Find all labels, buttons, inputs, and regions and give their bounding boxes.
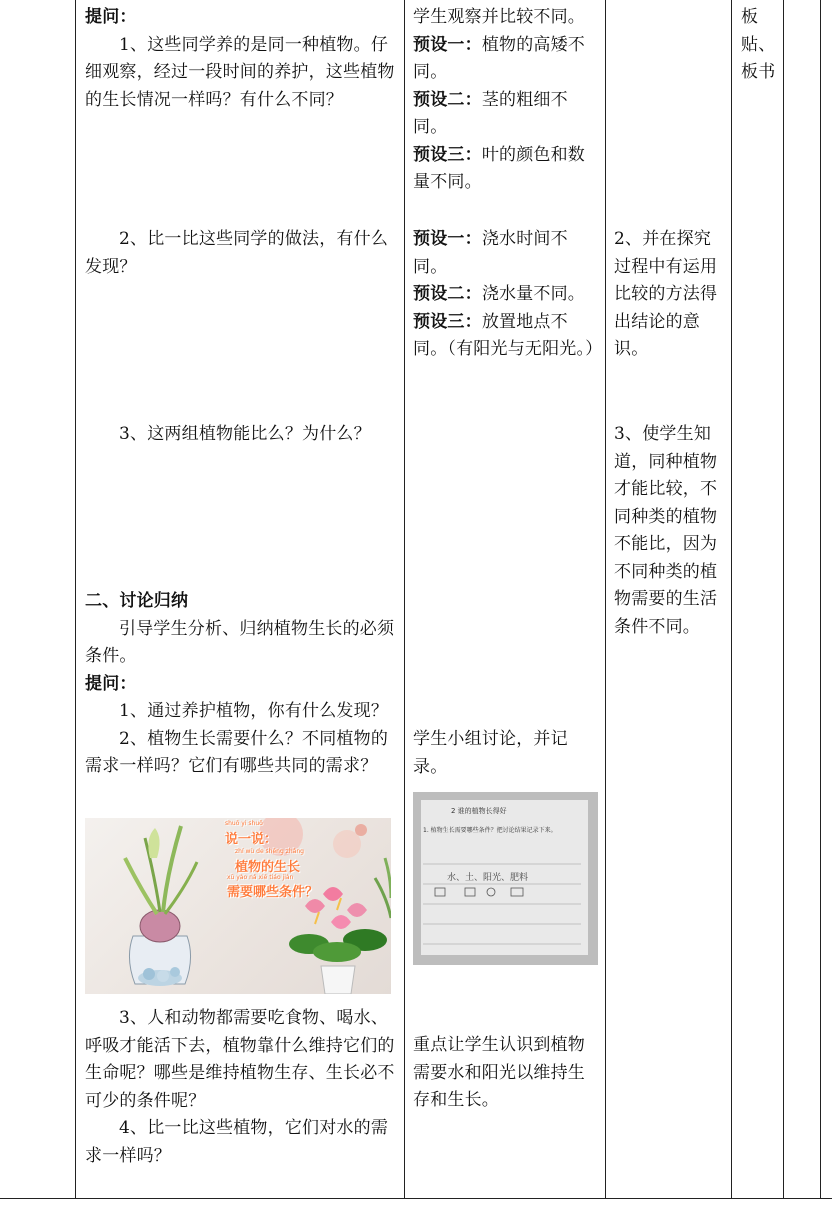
discussion-section	[85, 588, 397, 781]
table-border-right	[820, 0, 821, 1199]
plant-slide-image	[85, 818, 391, 994]
anthurium-pot-drawing	[289, 858, 391, 994]
col-teacher-process	[85, 4, 397, 114]
discussion-q1: 1、通过养护植物，你有什么发现？	[119, 701, 389, 721]
worksheet-lines	[421, 800, 588, 955]
student-presets-2	[413, 226, 603, 364]
slide-line-1: 说一说：	[225, 832, 278, 847]
table-divider-3	[731, 0, 732, 1199]
worksheet-photo	[413, 792, 598, 965]
preset-2-text: 茎的粗细不同。	[413, 89, 568, 137]
preset-b1-label: 预设一：	[413, 229, 482, 249]
preset-3-label: 预设三：	[413, 144, 482, 165]
section-2-intro: 引导学生分析、归纳植物生长的必须条件。	[85, 618, 395, 666]
board-text: 板贴、板书	[741, 7, 776, 82]
preset-1-label: 预设一：	[413, 34, 482, 55]
col-design-intent-3	[614, 421, 724, 641]
table-border-left	[75, 0, 76, 1199]
intent-3: 3、使学生知道，同种植物才能比较，不同种类的植物不能比，因为不同种类的植物需要的生活条件不同。	[614, 424, 718, 637]
discussion-later	[85, 1005, 397, 1170]
question-heading: 提问：	[85, 7, 137, 27]
question-2: 2、比一比这些同学的做法，有什么发现？	[85, 229, 389, 277]
preset-3-text: 叶的颜色和数量不同。	[413, 144, 586, 192]
worksheet-task: 1. 植物生长需要哪些条件？把讨论结果记录下来。	[423, 827, 557, 834]
slide-line-2: 植物的生长	[235, 860, 301, 875]
student-group-discussion: 学生小组讨论，并记录。	[413, 729, 568, 777]
table-divider-1	[404, 0, 405, 1199]
table-border-bottom	[0, 1198, 832, 1199]
student-observe: 学生观察并比较不同。	[413, 7, 585, 27]
hyacinth-vase-drawing	[125, 826, 197, 986]
preset-b1-text: 浇水时间不同。	[413, 229, 568, 277]
preset-b3-text: 放置地点不同。（有阳光与无阳光。）	[413, 311, 603, 359]
question-1: 1、这些同学养的是同一种植物。仔细观察，经过一段时间的养护，这些植物的生长情况一样吗？有什么不同？	[85, 34, 395, 110]
discussion-q2: 2、植物生长需要什么？不同植物的需求一样吗？它们有哪些共同的需求？	[85, 728, 389, 776]
col-student-activity	[413, 4, 600, 197]
student-group-block	[413, 726, 600, 781]
slide-pinyin-3: xū yào nǎ xiē tiáo jiàn	[227, 874, 294, 881]
intent-2: 2、并在探究过程中有运用比较的方法得出结论的意识。	[614, 229, 718, 359]
discussion-q4: 4、比一比这些植物，它们对水的需求一样吗？	[85, 1118, 389, 1166]
question-3-block	[85, 421, 397, 449]
table-divider-2	[605, 0, 606, 1199]
emphasis-block	[413, 1032, 600, 1115]
section-2-title: 二、讨论归纳	[85, 591, 189, 611]
slide-pinyin-1: shuō yi shuō	[225, 820, 263, 827]
question-heading-2: 提问：	[85, 673, 137, 694]
question-3: 3、这两组植物能比么？为什么？	[119, 424, 371, 444]
preset-b3-label: 预设三：	[413, 311, 482, 332]
table-divider-4	[783, 0, 784, 1199]
preset-1-text: 植物的高矮不同。	[413, 34, 586, 82]
slide-pinyin-2: zhí wù de shēng zhǎng	[235, 848, 304, 855]
worksheet-paper	[421, 800, 588, 955]
col-board	[741, 4, 777, 87]
preset-b2-label: 预设二：	[413, 284, 482, 304]
preset-b2-text: 浇水量不同。	[481, 284, 586, 304]
emphasis-text: 重点让学生认识到植物需要水和阳光以维持生存和生长。	[413, 1035, 585, 1110]
discussion-q3: 3、人和动物都需要吃食物、喝水、呼吸才能活下去，植物靠什么维持它们的生命呢？哪些是维持植物生存、生长必不可少的条件呢？	[85, 1008, 395, 1111]
col-design-intent-2	[614, 226, 724, 364]
question-2-block	[85, 226, 397, 281]
preset-2-label: 预设二：	[413, 89, 482, 110]
worksheet-handwriting: 水、土、阳光、肥料	[447, 873, 529, 883]
worksheet-title: 2 谁的植物长得好	[451, 807, 507, 815]
slide-line-3: 需要哪些条件？	[227, 885, 319, 900]
